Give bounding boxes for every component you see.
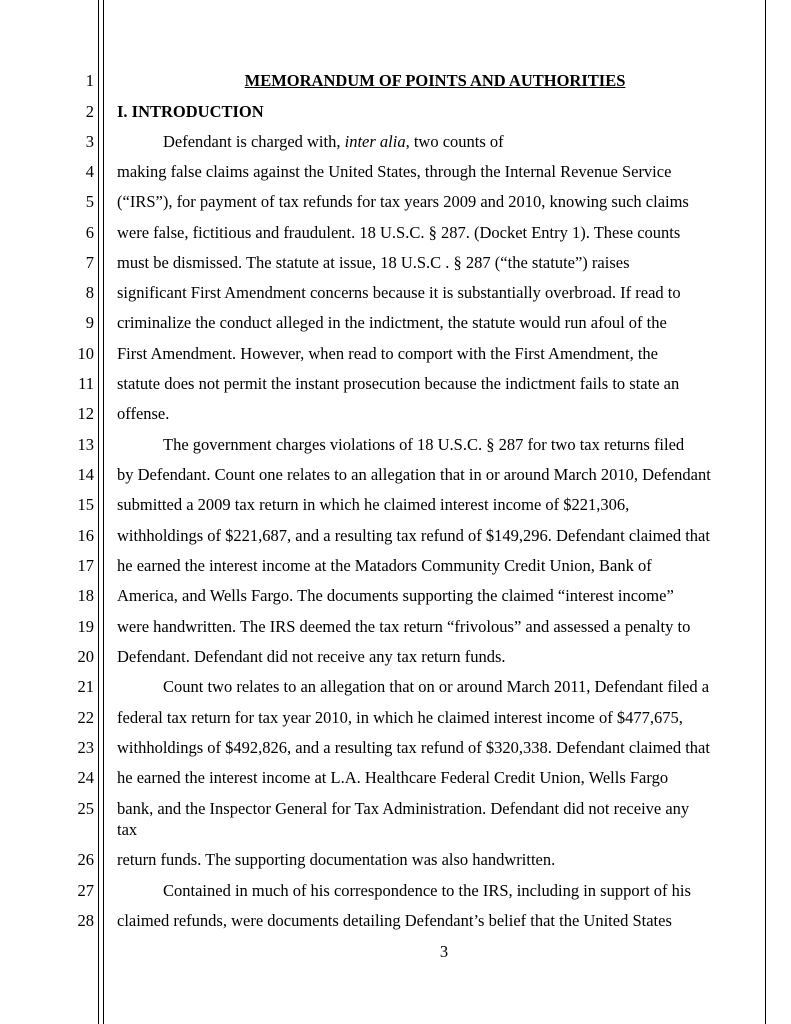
body-line: submitted a 2009 tax return in which he claimed interest income of $221,306, [117, 495, 630, 514]
line-number: 21 [77, 677, 94, 696]
line-number: 5 [85, 192, 94, 211]
body-line: (“IRS”), for payment of tax refunds for tax years 2009 and 2010, knowing such claims [117, 192, 689, 211]
line-number: 12 [77, 404, 94, 423]
line-number: 22 [77, 708, 94, 727]
body-line: were handwritten. The IRS deemed the tax return “frivolous” and assessed a penalty to [117, 617, 691, 636]
body-line: offense. [117, 404, 170, 423]
line-number: 1 [85, 71, 94, 90]
body-line: statute does not permit the instant prosecution because the indictment fails to state an [117, 374, 680, 393]
line-number: 19 [77, 617, 94, 636]
body-line: Defendant. Defendant did not receive any tax return funds. [117, 647, 506, 666]
body-line: return funds. The supporting documentation was also handwritten. [117, 850, 556, 869]
line-number: 17 [77, 556, 94, 575]
body-line: making false claims against the United States, through the Internal Revenue Service [117, 162, 672, 181]
body-line: were false, fictitious and fraudulent. 18 U.S.C. § 287. (Docket Entry 1). These counts [117, 223, 681, 242]
line-number: 9 [85, 313, 94, 332]
line-number: 14 [77, 465, 94, 484]
line-number: 4 [85, 162, 94, 181]
line-number: 13 [77, 435, 94, 454]
line-number: 15 [77, 495, 94, 514]
body-line: he earned the interest income at the Matadors Community Credit Union, Bank of [117, 556, 652, 575]
body-line: criminalize the conduct alleged in the indictment, the statute would run afoul of the [117, 313, 667, 332]
body-line: must be dismissed. The statute at issue, 18 U.S.C . § 287 (“the statute”) raises [117, 253, 630, 272]
line-number: 28 [77, 911, 94, 930]
body-text: Defendant is charged with, [163, 132, 345, 151]
line-number: 6 [85, 223, 94, 242]
body-line: America, and Wells Fargo. The documents supporting the claimed “interest income” [117, 586, 674, 605]
body-line: The government charges violations of 18 U.S.C. § 287 for two tax returns filed [163, 435, 685, 454]
body-line: by Defendant. Count one relates to an allegation that in or around March 2010, Defendant [117, 465, 711, 484]
document-title: MEMORANDUM OF POINTS AND AUTHORITIES [244, 71, 626, 90]
page-number: 3 [439, 942, 449, 961]
body-line: First Amendment. However, when read to comport with the First Amendment, the [117, 344, 658, 363]
body-line [163, 132, 504, 152]
line-number: 8 [85, 283, 94, 302]
line-number: 20 [77, 647, 94, 666]
line-number: 23 [77, 738, 94, 757]
line-number: 24 [77, 768, 94, 787]
line-number: 7 [85, 253, 94, 272]
line-number: 3 [85, 132, 94, 151]
section-heading: I. INTRODUCTION [117, 102, 264, 121]
body-line: withholdings of $492,826, and a resulting tax refund of $320,338. Defendant claimed that [117, 738, 710, 757]
line-number: 10 [77, 344, 94, 363]
body-line: bank, and the Inspector General for Tax Administration. Defendant did not receive any [117, 799, 690, 818]
body-line: significant First Amendment concerns because it is substantially overbroad. If read to [117, 283, 681, 302]
body-line: claimed refunds, were documents detailing Defendant’s belief that the United States [117, 911, 672, 930]
body-line: withholdings of $221,687, and a resulting tax refund of $149,296. Defendant claimed that [117, 526, 710, 545]
body-line: he earned the interest income at L.A. Healthcare Federal Credit Union, Wells Fargo [117, 768, 669, 787]
right-margin-rule [765, 0, 766, 1024]
line-number: 16 [77, 526, 94, 545]
line-number: 11 [78, 374, 94, 393]
line-number: 2 [85, 102, 94, 121]
line-number: 27 [77, 881, 94, 900]
body-line: federal tax return for tax year 2010, in which he claimed interest income of $477,675, [117, 708, 683, 727]
left-margin-rule-inner [103, 0, 104, 1024]
left-margin-rule-outer [98, 0, 99, 1024]
line-number: 26 [77, 850, 94, 869]
body-line: Count two relates to an allegation that on or around March 2011, Defendant filed a [163, 677, 710, 696]
line-number: 18 [77, 586, 94, 605]
body-line: Contained in much of his correspondence to the IRS, including in support of his [163, 881, 691, 900]
body-line-wrap: tax [117, 820, 138, 839]
body-text: , two counts of [405, 132, 504, 151]
line-number: 25 [77, 799, 94, 818]
italic-phrase: inter alia [344, 132, 406, 151]
